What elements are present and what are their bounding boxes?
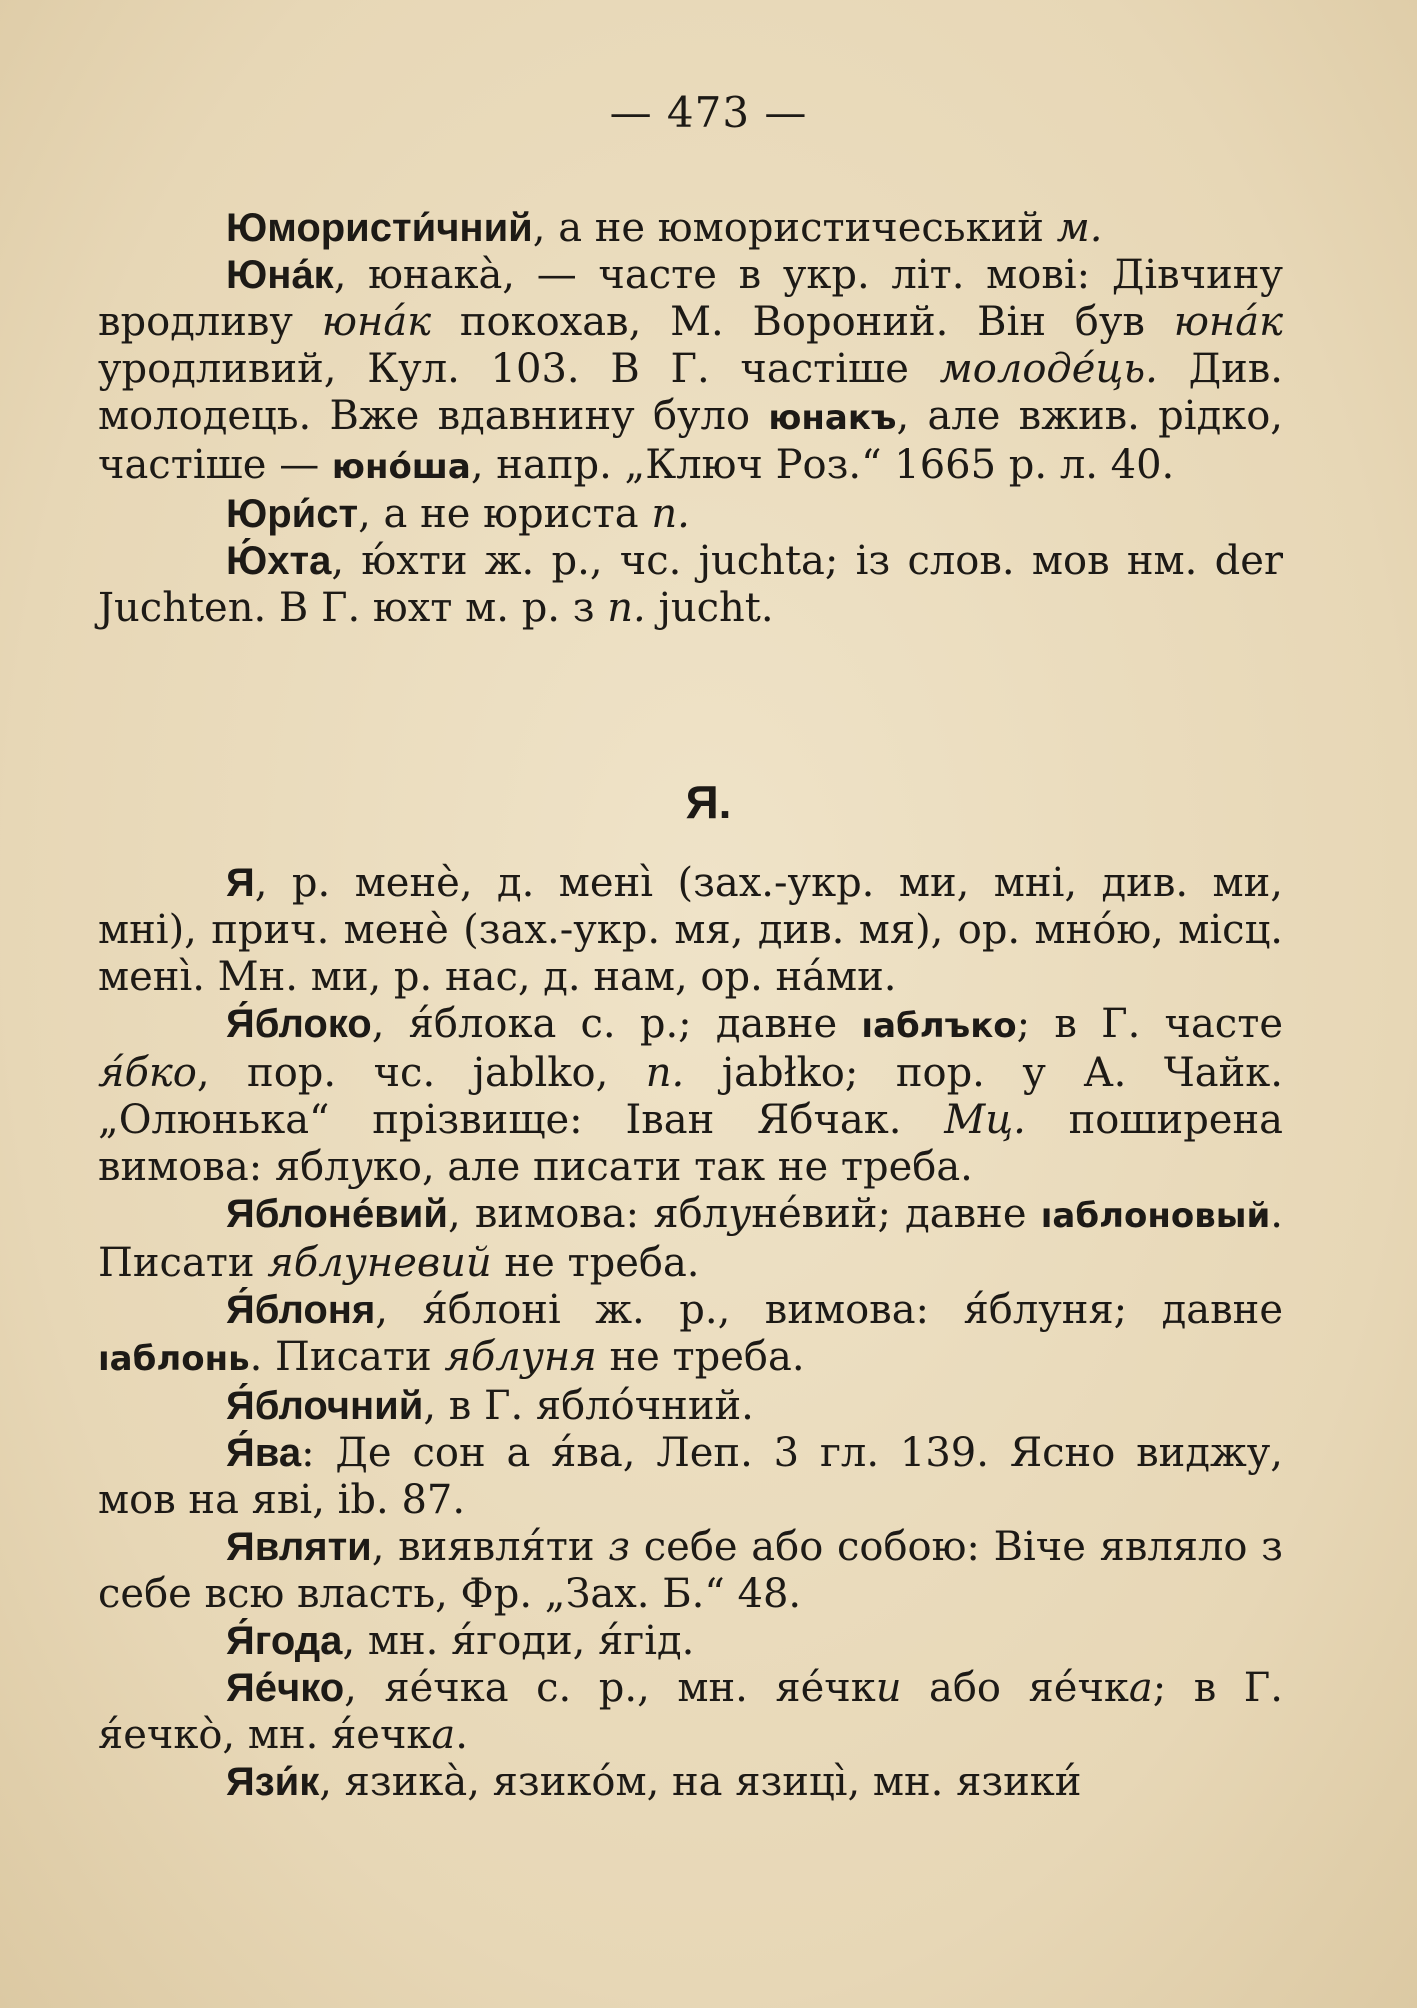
italic-text: з [608, 1524, 631, 1570]
dictionary-entry [98, 252, 1283, 491]
headword: Я [226, 861, 255, 905]
italic-text: яблуневий [267, 1240, 492, 1286]
dictionary-entry [98, 1618, 1283, 1665]
italic-text: молоде́ць. [939, 346, 1158, 392]
headword: Я́блоня [226, 1288, 376, 1332]
italic-text: п. [651, 491, 690, 537]
entry-text: , а не юмористичеський [532, 205, 1057, 251]
entry-text: покохав, М. Вороний. Він був [431, 299, 1174, 345]
entry-text: jabłko; пор. у А. Чайк. „Олюнька“ прізвище: Іван Ябчак. [98, 1050, 1283, 1143]
dictionary-entry [98, 1383, 1283, 1430]
old-form: юно́ша [331, 447, 471, 487]
headword: Яе́чко [226, 1666, 345, 1710]
entry-text: ; в Г. я́ечко̀, мн. я́ечк [98, 1665, 1283, 1758]
entry-text: , а не юриста [358, 491, 652, 537]
dictionary-entry [98, 491, 1283, 538]
italic-text: у [728, 1191, 752, 1237]
italic-text: п. [607, 585, 646, 631]
italic-text: п. [645, 1050, 685, 1096]
italic-text: а [431, 1712, 456, 1758]
headword: Я́блочний [226, 1384, 424, 1428]
entry-text: , пор. чс. jablko, [196, 1050, 646, 1096]
old-form: ıаблоновый [1040, 1196, 1271, 1236]
old-form: ıаблъко [861, 1006, 1017, 1046]
entry-text: . Писати [249, 1334, 445, 1380]
dictionary-entry [98, 1759, 1283, 1806]
page-number: — 473 — [609, 88, 808, 137]
entry-text: , вимова: ябл [447, 1191, 729, 1237]
headword: Я́блоко [226, 1002, 372, 1046]
entry-text: себе або собою: Віче являло з себе всю власть, Фр. „Зах. Б.“ 48. [98, 1524, 1283, 1617]
old-form: юнакъ [768, 398, 897, 438]
headword: Ю́хта [226, 539, 332, 583]
entry-text: ; в Г. часте [1016, 1001, 1284, 1047]
dictionary-entry [98, 1287, 1283, 1383]
headword: Юри́ст [226, 492, 359, 536]
dictionary-entry [98, 1430, 1283, 1524]
entries-bottom [98, 860, 1283, 1806]
entry-text: jucht. [645, 585, 774, 631]
entry-text: , але вжив. рідко, частіше — [98, 393, 1283, 488]
headword: Я́ва [226, 1431, 302, 1475]
entry-text: , язика̀, язико́м, на язиці̀, мн. язики́ [319, 1759, 1082, 1805]
headword: Юна́к [226, 253, 334, 297]
entry-text: , ю́хти ж. р., чс. juchta; із слов. мов нм. der Juchten. В Г. юхт м. р. з [98, 538, 1283, 631]
dictionary-entry [98, 860, 1283, 1001]
entry-text: поширена вимова: ябл [98, 1097, 1283, 1190]
entry-text: Див. молодець. Вже вдавнину було [98, 346, 1283, 439]
italic-text: а [1128, 1665, 1153, 1711]
italic-text: у [349, 1144, 373, 1190]
entries-top [98, 205, 1283, 632]
entry-text: ко, але писати так не треба. [372, 1144, 973, 1190]
entry-text: не треба. [596, 1334, 805, 1380]
entry-text: уродливий, Кул. 103. В Г. частіше [98, 346, 940, 392]
italic-text: яблуня [444, 1334, 597, 1380]
headword: Яблоне́вий [226, 1192, 448, 1236]
entry-text: , я́блоні ж. р., вимова: я́блуня; давне [375, 1287, 1283, 1333]
entry-text: , яе́чка с. р., мн. яе́чк [344, 1665, 876, 1711]
entry-text: , р. менѐ, д. мені̀ (зах.-укр. ми, мні, див. ми, мні), прич. менѐ (зах.-укр. мя, див. мя), ор. мно́ю, місц. мені̀. Мн. ми, р. нас, д. нам, ор. на́ми. [98, 860, 1283, 1000]
italic-text: и [875, 1665, 902, 1711]
italic-text: Мц. [944, 1097, 1026, 1143]
old-form: ıаблонь [98, 1339, 250, 1379]
italic-text: юна́к [321, 299, 432, 345]
entry-text: . Писати [98, 1191, 1284, 1286]
dictionary-entry [98, 1524, 1283, 1618]
entry-text: . [455, 1712, 468, 1758]
entry-text: або яе́чк [901, 1665, 1129, 1711]
entry-text: не́вий; давне [751, 1191, 1041, 1237]
entry-text: , я́блока с. р.; давне [371, 1001, 862, 1047]
entry-text: , юнака̀, — часте в укр. літ. мові: Дівчину вродливу [98, 252, 1283, 345]
headword: Язи́к [226, 1760, 320, 1804]
entry-text: , мн. я́годи, я́гід. [342, 1618, 695, 1664]
entry-text: : Де сон а я́ва, Леп. 3 гл. 139. Ясно виджу, мов на яві, ib. 87. [98, 1430, 1283, 1523]
headword: Являти [226, 1525, 372, 1569]
italic-text: юна́к [1173, 299, 1283, 345]
entry-text: , виявля́ти [371, 1524, 609, 1570]
dictionary-entry [98, 1001, 1283, 1191]
entry-text: не треба. [491, 1240, 700, 1286]
italic-text: я́бко [98, 1050, 197, 1096]
dictionary-entry [98, 1191, 1283, 1287]
section-heading: Я. [685, 776, 732, 828]
entry-text: , в Г. ябло́чний. [423, 1383, 754, 1429]
entry-text: , напр. „Ключ Роз.“ 1665 р. л. 40. [470, 442, 1175, 488]
dictionary-entry [98, 205, 1283, 252]
dictionary-entry [98, 1665, 1283, 1759]
headword: Юмористи́чний [226, 206, 533, 250]
headword: Я́года [226, 1619, 343, 1663]
italic-text: м. [1056, 205, 1103, 251]
dictionary-entry [98, 538, 1283, 632]
